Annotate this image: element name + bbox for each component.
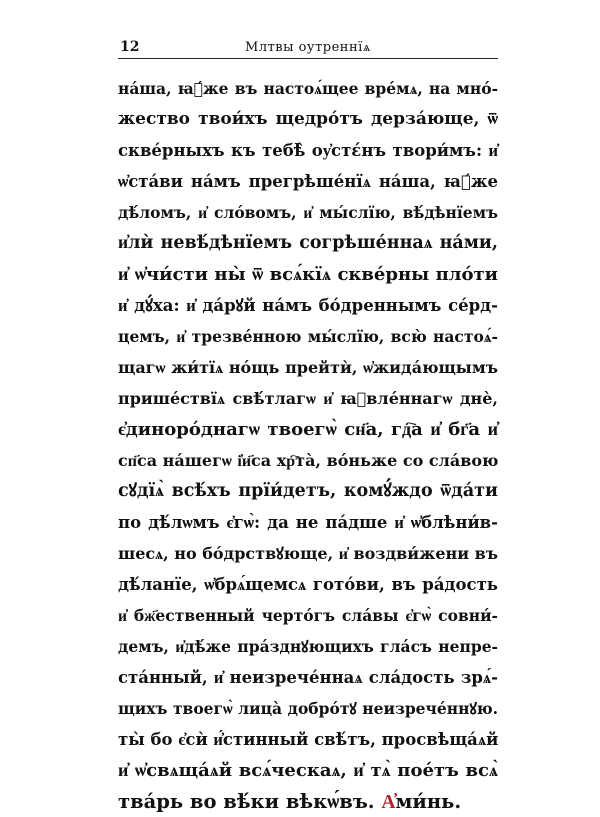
text-line: по дѣ́лѡмъ є҆гѡ̀: да не па́дше и҆ ѡ҆блѣни́в- [118, 513, 498, 532]
text-line: цемъ, и҆ трезве́нною мы́слїю, всю̀ настоѧ́- [118, 327, 498, 346]
book-page [118, 36, 498, 817]
text-line: ѡ҆ста́ви на́мъ прегрѣше́нїѧ на́ша, ꙗ҆́же [118, 172, 498, 191]
text-line: жество твои́хъ щедро́тъ дерза́юще, ѿ [118, 109, 498, 129]
text-line: є҆диноро́днагѡ твоегѡ̀ сн҃а, гд҇а и҆ бг҃а и҆ [118, 419, 498, 440]
red-initial-letter: А҆ [381, 790, 396, 813]
text-line: щихъ твоегѡ̀ лица̀ добро́тꙋ неизрече́ннꙋю. [118, 699, 498, 718]
amen-word-rest: ми́нь. [395, 790, 462, 813]
text-line: и҆ бж҃ественный черто́гъ сла́вы є҆гѡ̀ совни́- [118, 606, 498, 625]
text-line: прише́ствїѧ свѣ́тлагѡ и҆ ꙗ҆вле́ннагѡ днѐ, [118, 389, 498, 408]
text-line [118, 786, 498, 817]
page-header [118, 36, 498, 59]
text-line: ста́нный, и҆ неизрече́ннаѧ сла́дость зрѧ́- [118, 668, 498, 687]
text-line: и҆ ѡ҆чи́сти ны̀ ѿ всѧ́кїѧ скве́рны пло́ти [118, 264, 498, 285]
text-line: демъ, и҆дѣ́же пра́зднꙋющихъ гла́съ непре- [118, 637, 498, 656]
text-line: на́ша, ꙗ҆́же въ настоѧ́щее вре́мѧ, на мно́- [118, 79, 498, 98]
text-line: и҆ дꙋ́ха: и҆ да́рꙋй на́мъ бо́дреннымъ се́рд- [118, 296, 498, 315]
text-line: сп҃са на́шегѡ і҆и҃са хр҇та̀, во́ньже со сла́вою [118, 451, 499, 470]
text-line: дѣ́ланїе, ѡ҆брѧ́щемсѧ гото́ви, въ ра́дость [118, 575, 498, 594]
text-line: сꙋдїѧ̀ всѣ́хъ прїи́детъ, комꙋ́ждо ѿда́ти [118, 481, 498, 501]
text-line: дѣ́ломъ, и҆ сло́вомъ, и҆ мы́слїю, вѣ́дѣнїемъ [118, 203, 498, 222]
text-line: ты̀ бо є҆сѝ и҆́стинный свѣ́тъ, просвѣща́ѧй [118, 730, 499, 749]
text-line: скве́рныхъ къ тебѣ̀ оу҆стέнъ твори́мъ: и҆ [118, 141, 498, 160]
text-line: и҆лѝ невѣ́дѣнїемъ согрѣше́ннаѧ на́ми, [118, 233, 498, 253]
prayer-text [118, 73, 498, 817]
text-line: и҆ ѡ҆свѧща́ѧй всѧ́ческаѧ, и҆ тѧ̀ пое́тъ всѧ̀ [118, 760, 498, 781]
running-title: Млтвы оутреннїѧ [245, 40, 371, 55]
page-number: 12 [120, 39, 140, 55]
line-text: тва́рь во вѣ́ки вѣкѡ́въ. [118, 790, 375, 813]
text-line: шесѧ, но бо́дрствꙋюще, и҆ воздви́жени въ [118, 544, 499, 563]
text-line: щагѡ жи́тїѧ но́щь прейтѝ, ѡ҆жида́ющымъ [118, 358, 498, 377]
